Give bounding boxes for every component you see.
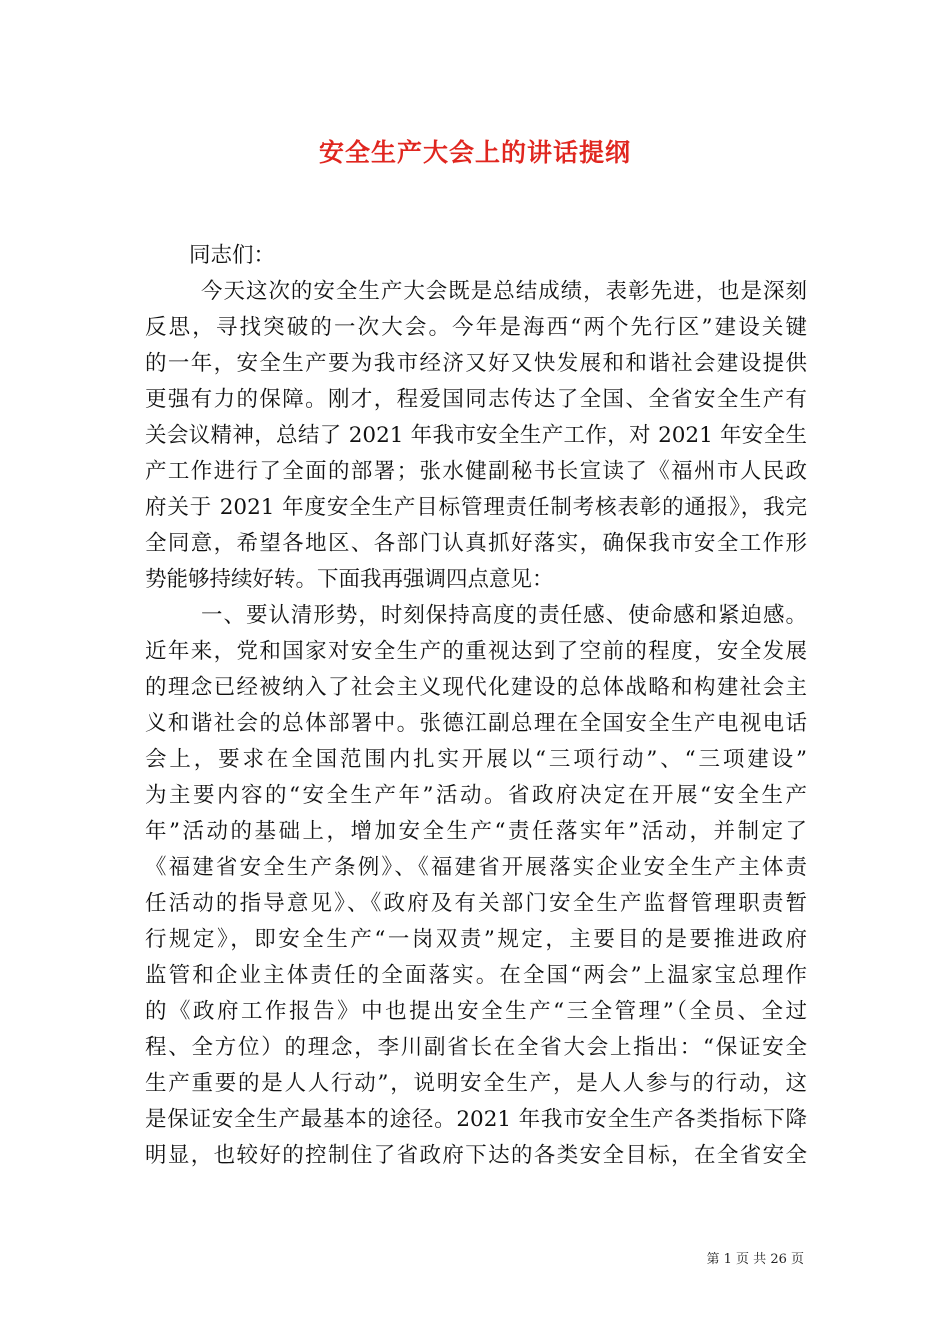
paragraph-line: 势能够持续好转。下面我再强调四点意见： [145, 567, 554, 592]
paragraph-line: 产工作进行了全面的部署；张水健副秘书长宣读了《福州市人民政 [145, 459, 807, 484]
paragraph-line: 会上，要求在全国范围内扎实开展以“三项行动”、“三项建设” [145, 747, 807, 772]
paragraph-line: 生产重要的是人人行动”，说明安全生产，是人人参与的行动，这 [145, 1071, 807, 1096]
paragraph-line: 更强有力的保障。刚才，程爱国同志传达了全国、全省安全生产有 [145, 387, 807, 412]
paragraph-line: 全同意，希望各地区、各部门认真抓好落实，确保我市安全工作形 [145, 531, 807, 556]
paragraph-line: 年”活动的基础上，增加安全生产“责任落实年”活动，并制定了 [145, 819, 807, 844]
paragraph-line: 的《政府工作报告》中也提出安全生产“三全管理”（全员、全过 [145, 999, 807, 1024]
document-title: 安全生产大会上的讲话提纲 [318, 138, 631, 167]
paragraph-line: 监管和企业主体责任的全面落实。在全国“两会”上温家宝总理作 [145, 963, 807, 988]
paragraph-line: 义和谐社会的总体部署中。张德江副总理在全国安全生产电视电话 [145, 711, 807, 736]
paragraph-line: 的一年，安全生产要为我市经济又好又快发展和和谐社会建设提供 [145, 351, 807, 376]
paragraph-line: 府关于 2021 年度安全生产目标管理责任制考核表彰的通报》，我完 [145, 495, 807, 520]
paragraph-line: 是保证安全生产最基本的途径。2021 年我市安全生产各类指标下降 [145, 1107, 807, 1132]
salutation-line: 同志们： [189, 243, 276, 268]
paragraph-line: 任活动的指导意见》、《政府及有关部门安全生产监督管理职责暂 [145, 891, 807, 916]
section-heading-line: 一、要认清形势，时刻保持高度的责任感、使命感和紧迫感。 [201, 603, 807, 628]
paragraph-line: 反思，寻找突破的一次大会。今年是海西“两个先行区”建设关键 [145, 315, 807, 340]
page-number: 第 1 页 共 26 页 [706, 1252, 804, 1267]
paragraph-line: 《福建省安全生产条例》、《福建省开展落实企业安全生产主体责 [145, 855, 807, 880]
paragraph-line: 今天这次的安全生产大会既是总结成绩，表彰先进，也是深刻 [201, 279, 807, 304]
document-body [145, 238, 807, 1174]
paragraph-line: 关会议精神，总结了 2021 年我市安全生产工作，对 2021 年安全生 [145, 423, 807, 448]
paragraph-line: 的理念已经被纳入了社会主义现代化建设的总体战略和构建社会主 [145, 675, 807, 700]
paragraph-line: 近年来，党和国家对安全生产的重视达到了空前的程度，安全发展 [145, 639, 807, 664]
paragraph-line: 行规定》，即安全生产“一岗双责”规定，主要目的是要推进政府 [145, 927, 807, 952]
paragraph-line: 明显，也较好的控制住了省政府下达的各类安全目标，在全省安全 [145, 1143, 807, 1168]
paragraph-line: 程、全方位）的理念，李川副省长在全省大会上指出：“保证安全 [145, 1035, 807, 1060]
paragraph-line: 为主要内容的“安全生产年”活动。省政府决定在开展“安全生产 [145, 783, 807, 808]
